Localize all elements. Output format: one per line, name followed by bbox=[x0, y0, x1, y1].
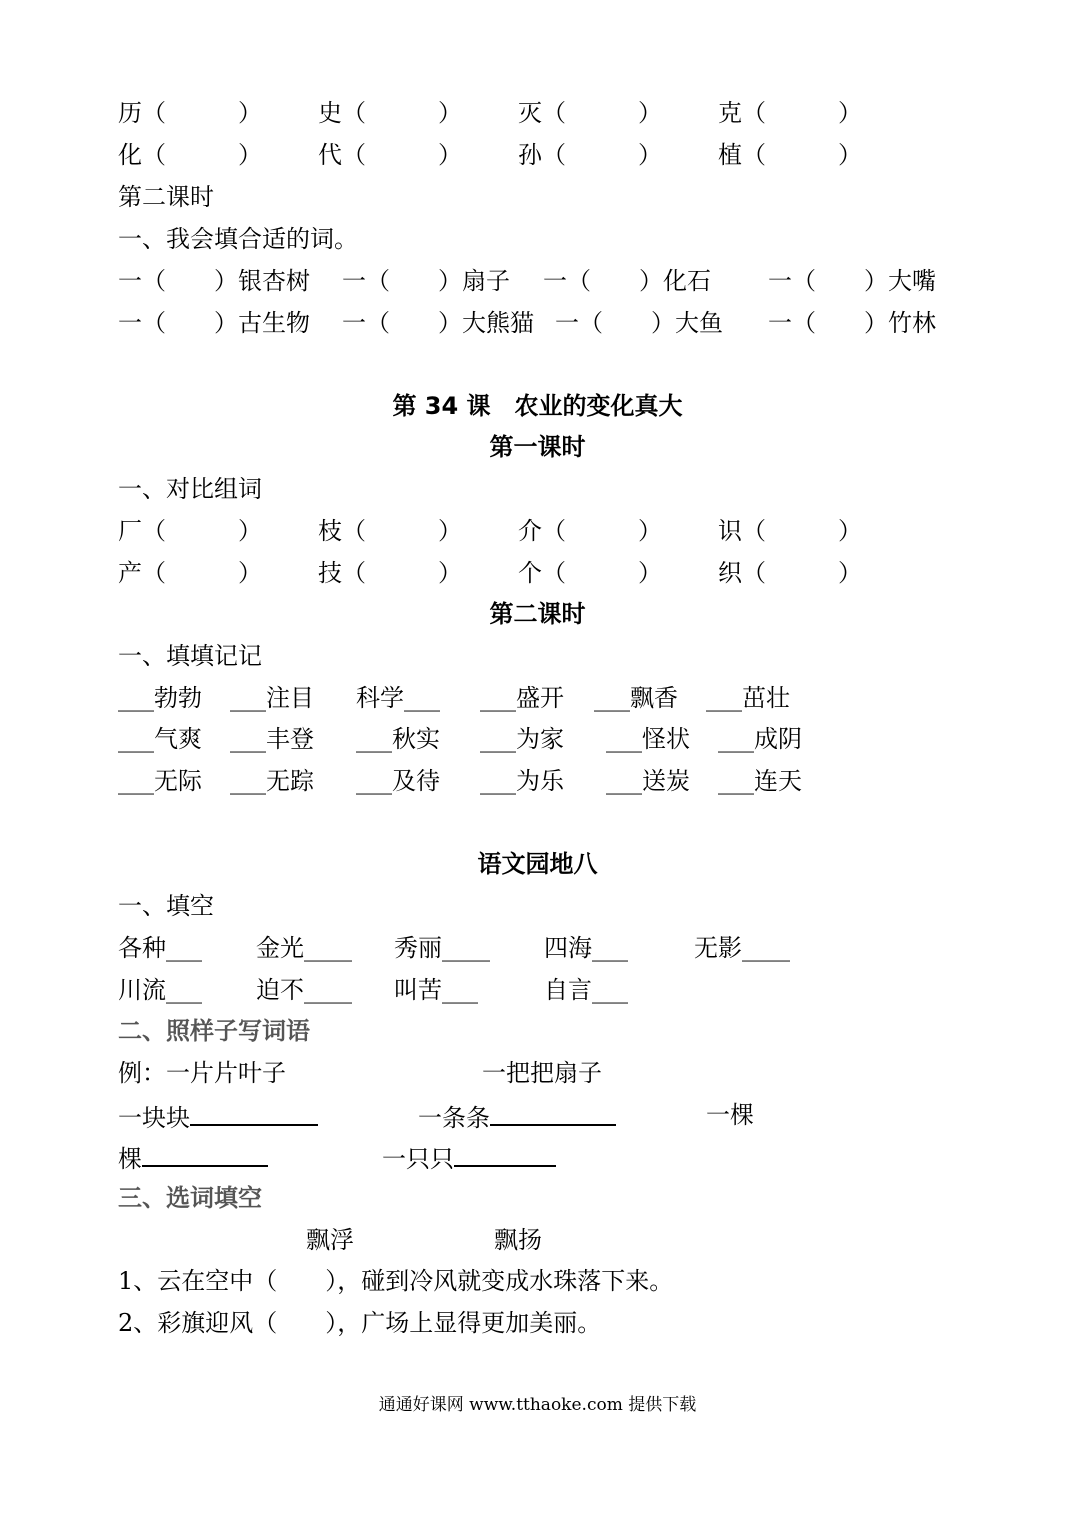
answer-line bbox=[490, 1100, 616, 1126]
idiom-blank: ___连天 bbox=[718, 767, 802, 795]
fill-item: 一（ ）古生物 bbox=[118, 309, 310, 337]
char-cell: 个（ ） bbox=[518, 559, 662, 587]
lesson-title: 第 34 课 农业的变化真大 bbox=[392, 392, 683, 420]
idiom-blank: ___气爽 bbox=[118, 725, 202, 753]
fill-item: 叫苦___ bbox=[394, 976, 478, 1004]
fill-item: 一（ ）化石 bbox=[543, 267, 711, 295]
fill-item: 迫不____ bbox=[256, 976, 352, 1004]
example-text: 一把把扇子 bbox=[482, 1059, 602, 1087]
fill-item: 一（ ）竹林 bbox=[768, 309, 936, 337]
idiom-blank: ___无踪 bbox=[230, 767, 314, 795]
question-title: 二、照样子写词语 bbox=[118, 1017, 310, 1045]
fill-item: 金光____ bbox=[256, 934, 352, 962]
fill-item: 一（ ）扇子 bbox=[342, 267, 510, 295]
fill-item: 自言___ bbox=[544, 976, 628, 1004]
fill-item: 一（ ）大鱼 bbox=[555, 309, 723, 337]
example-text: 例：一片片叶子 bbox=[118, 1059, 286, 1087]
pattern-item: 一块块 bbox=[118, 1100, 318, 1133]
char-cell: 织（ ） bbox=[718, 559, 862, 587]
idiom-blank: ___注目 bbox=[230, 684, 314, 712]
char-cell: 技（ ） bbox=[318, 559, 462, 587]
fill-item: 一（ ）大熊猫 bbox=[342, 309, 534, 337]
sentence: 2、彩旗迎风（ ），广场上显得更加美丽。 bbox=[118, 1309, 602, 1337]
question-title: 一、填空 bbox=[118, 892, 214, 920]
question-title: 一、我会填合适的词。 bbox=[118, 225, 358, 253]
idiom-blank: ___成阴 bbox=[718, 725, 802, 753]
fill-item: 四海___ bbox=[544, 934, 628, 962]
idiom-blank: ___丰登 bbox=[230, 725, 314, 753]
period-heading: 第一课时 bbox=[489, 433, 586, 461]
sentence: 1、云在空中（ ），碰到冷风就变成水珠落下来。 bbox=[118, 1267, 674, 1295]
char-cell: 灭（ ） bbox=[518, 99, 662, 127]
answer-line bbox=[190, 1100, 318, 1126]
question-title: 一、对比组词 bbox=[118, 475, 262, 503]
char-cell: 代（ ） bbox=[318, 141, 462, 169]
idiom-blank: ___茁壮 bbox=[706, 684, 790, 712]
char-cell: 史（ ） bbox=[318, 99, 462, 127]
pattern-item: 一只只 bbox=[382, 1141, 556, 1174]
idiom-blank: ___及待 bbox=[356, 767, 440, 795]
idiom-blank: ___秋实 bbox=[356, 725, 440, 753]
char-cell: 孙（ ） bbox=[518, 141, 662, 169]
idiom-blank: ___怪状 bbox=[606, 725, 690, 753]
fill-item: 秀丽____ bbox=[394, 934, 490, 962]
idiom-blank: 科学___ bbox=[356, 684, 440, 712]
question-title: 一、填填记记 bbox=[118, 642, 262, 670]
lesson-period-heading: 第二课时 bbox=[118, 183, 214, 211]
idiom-blank: ___为家 bbox=[480, 725, 564, 753]
word-choice: 飘浮 bbox=[306, 1226, 354, 1254]
idiom-blank: ___勃勃 bbox=[118, 684, 202, 712]
pattern-item: 棵 bbox=[118, 1141, 268, 1174]
fill-item: 一（ ）大嘴 bbox=[768, 267, 936, 295]
idiom-blank: ___飘香 bbox=[594, 684, 678, 712]
char-cell: 厂（ ） bbox=[118, 517, 262, 545]
period-heading: 第二课时 bbox=[489, 600, 586, 628]
footer-credit: 通通好课网 www.tthaoke.com 提供下载 bbox=[378, 1395, 697, 1415]
char-cell: 历（ ） bbox=[118, 99, 262, 127]
fill-item: 无影____ bbox=[694, 934, 790, 962]
question-title: 三、选词填空 bbox=[118, 1184, 262, 1212]
answer-line bbox=[142, 1141, 268, 1167]
idiom-blank: ___送炭 bbox=[606, 767, 690, 795]
idiom-blank: ___为乐 bbox=[480, 767, 564, 795]
char-cell: 识（ ） bbox=[718, 517, 862, 545]
section-title: 语文园地八 bbox=[477, 850, 598, 878]
answer-line bbox=[454, 1141, 556, 1167]
idiom-blank: ___无际 bbox=[118, 767, 202, 795]
idiom-blank: ___盛开 bbox=[480, 684, 564, 712]
char-cell: 介（ ） bbox=[518, 517, 662, 545]
fill-item: 川流___ bbox=[118, 976, 202, 1004]
pattern-item: 一条条 bbox=[418, 1100, 616, 1133]
pattern-item: 一棵 bbox=[706, 1101, 754, 1129]
char-cell: 枝（ ） bbox=[318, 517, 462, 545]
word-choice: 飘扬 bbox=[494, 1226, 542, 1254]
char-cell: 植（ ） bbox=[718, 141, 862, 169]
fill-item: 一（ ）银杏树 bbox=[118, 267, 310, 295]
char-cell: 化（ ） bbox=[118, 141, 262, 169]
fill-item: 各种___ bbox=[118, 934, 202, 962]
char-cell: 产（ ） bbox=[118, 559, 262, 587]
char-cell: 克（ ） bbox=[718, 99, 862, 127]
